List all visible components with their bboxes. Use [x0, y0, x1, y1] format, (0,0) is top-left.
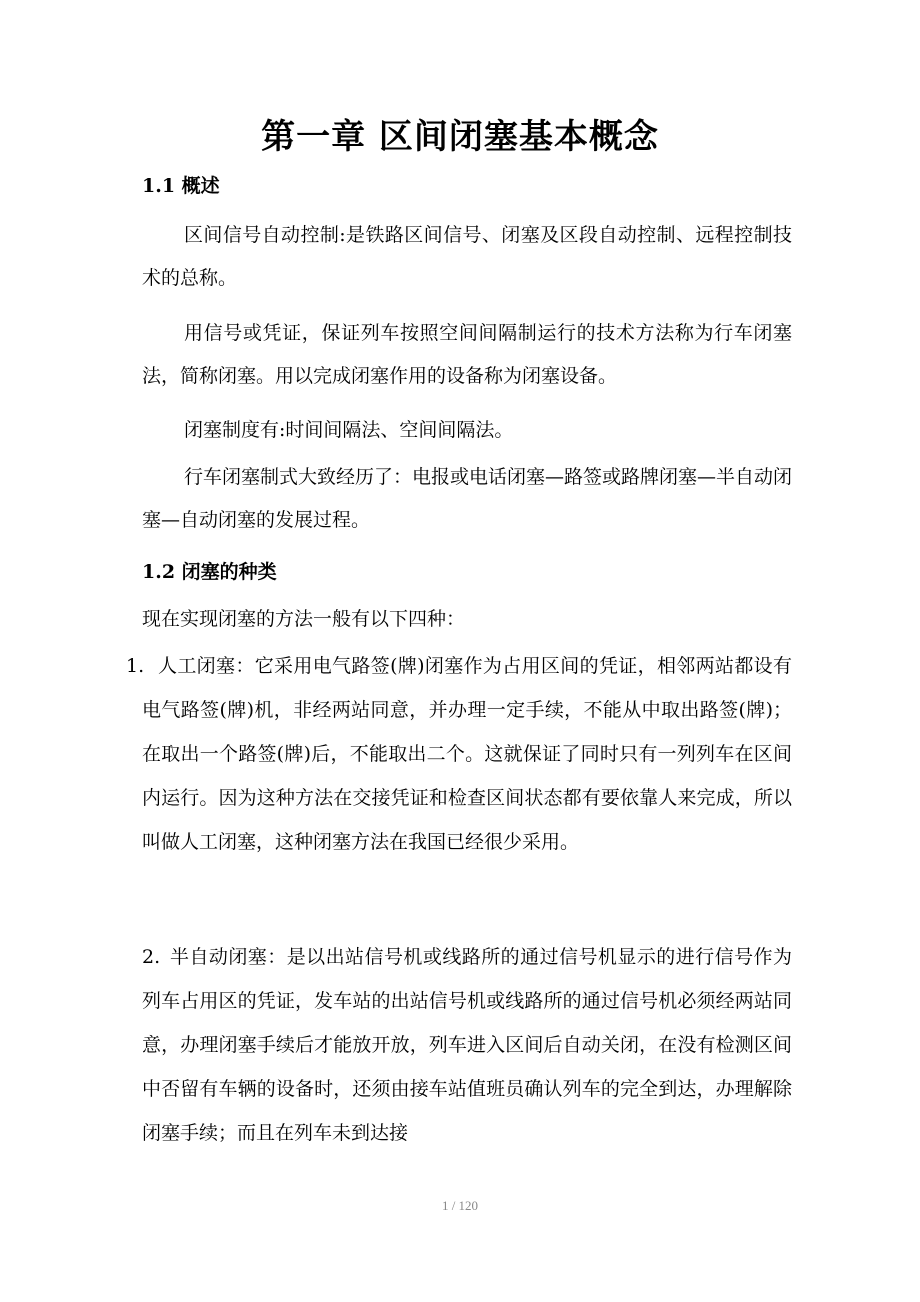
list-number: 2. [142, 946, 161, 968]
paragraph-1: 区间信号自动控制:是铁路区间信号、闭塞及区段自动控制、远程控制技术的总称。 [142, 224, 792, 289]
list-number: 1. [126, 655, 145, 677]
paragraph-4: 行车闭塞制式大致经历了：电报或电话闭塞—路签或路牌闭塞—半自动闭塞—自动闭塞的发展过程。 [142, 466, 793, 531]
list-item-2 [142, 935, 792, 1155]
section-intro: 现在实现闭塞的方法一般有以下四种： [142, 608, 466, 630]
paragraph-2: 用信号或凭证，保证列车按照空间间隔制运行的技术方法称为行车闭塞法，简称闭塞。用以完成闭塞作用的设备称为闭塞设备。 [142, 322, 792, 387]
section-heading-1-1: 1.1 概述 [142, 175, 220, 197]
list-item-text: 半自动闭塞：是以出站信号机或线路所的通过信号机显示的进行信号作为列车占用区的凭证，发车站的出站信号机或线路所的通过信号机必须经两站同意，办理闭塞手续后才能放开放，列车进入区间后自动关闭，在没有检测区间中否留有车辆的设备时，还须由接车站值班员确认列车的完全到达，办理解除闭塞手续；而且在列车未到达接 [142, 946, 792, 1144]
paragraph-3: 闭塞制度有:时间间隔法、空间间隔法。 [184, 419, 514, 441]
section-heading-1-2: 1.2 闭塞的种类 [142, 561, 277, 583]
list-item-text: 人工闭塞：它采用电气路签(牌)闭塞作为占用区间的凭证，相邻两站都设有电气路签(牌)机，非经两站同意，并办理一定手续，不能从中取出路签(牌)；在取出一个路签(牌)后，不能取出二个。这就保证了同时只有一列列车在区间内运行。因为这种方法在交接凭证和检查区间状态都有要依靠人来完成，所以叫做人工闭塞，这种闭塞方法在我国已经很少采用。 [142, 655, 792, 853]
chapter-title: 第一章 区间闭塞基本概念 [261, 117, 659, 157]
list-item-1 [126, 644, 792, 864]
page-number: 1 / 120 [441, 1198, 479, 1213]
